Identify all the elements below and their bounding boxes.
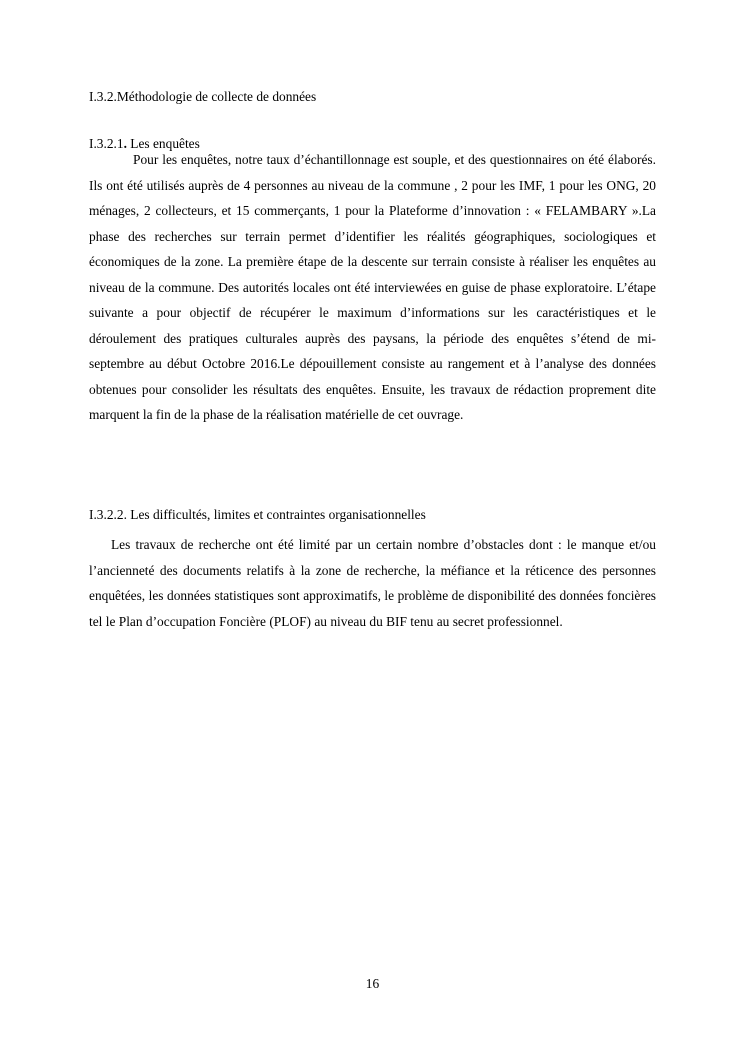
subsection-number: I.3.2.1 — [89, 136, 124, 151]
subsection-heading-difficulties: I.3.2.2. Les difficultés, limites et contraintes organisationnelles — [89, 507, 426, 522]
subsection-title: Les enquêtes — [126, 136, 200, 151]
subsection-number-dot: . — [123, 136, 127, 151]
section-heading-methodology: I.3.2.Méthodologie de collecte de données — [89, 89, 317, 104]
page-number: 16 — [365, 976, 380, 991]
paragraph-surveys: Pour les enquêtes, notre taux d’échantillonnage est souple, et des questionnaires on été élaborés. Ils ont été utilisés auprès de 4 personnes au niveau de la commune , 2 pour les IMF, 1 pour les ONG, 20 ménages, 2 collecteurs, et 15 commerçants, 1 pour la Plateforme d’innovation : « FELAMBARY ».La phase des recherches sur terrain permet d’identifier les réalités géographiques, sociologiques et économiques de la zone. La première étape de la descente sur terrain consiste à réaliser les enquêtes au niveau de la commune. Des autorités locales ont été interviewées en guise de phase exploratoire. L’étape suivante a pour objectif de récupérer le maximum d’informations sur les caractéristiques et le déroulement des pratiques culturales auprès des paysans, la période des enquêtes s’étend de mi-septembre au début Octobre 2016.Le dépouillement consiste au rangement et à l’analyse des données obtenues pour consolider les résultats des enquêtes. Ensuite, les travaux de rédaction proprement dite marquent la fin de la phase de la réalisation matérielle de cet ouvrage. — [89, 152, 656, 422]
paragraph-difficulties: Les travaux de recherche ont été limité par un certain nombre d’obstacles dont : le manque et/ou l’ancienneté des documents relatifs à la zone de recherche, la méfiance et la réticence des personnes enquêtées, les données statistiques sont approximatifs, le problème de disponibilité des données foncières tel le Plan d’occupation Foncière (PLOF) au niveau du BIF tenu au secret professionnel. — [89, 537, 656, 629]
